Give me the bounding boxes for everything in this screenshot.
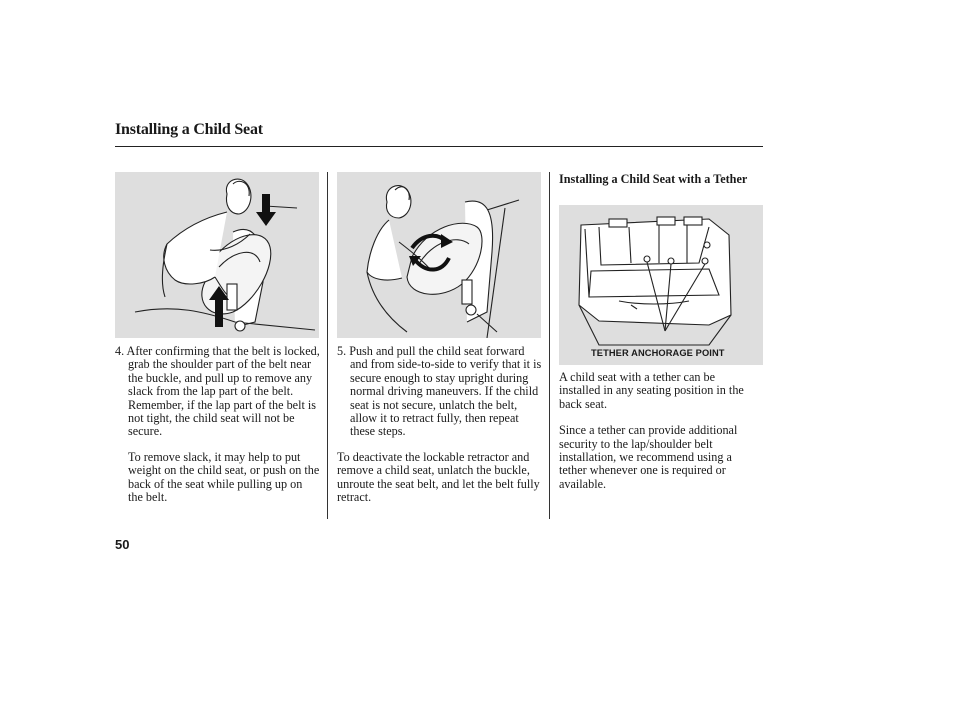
tether-para-2: Since a tether can provide additional security to the lap/shoulder belt installation, we recommend using a tether whenever one is required or available. [559, 423, 738, 491]
column-divider-1 [327, 172, 328, 519]
deactivate-note: To deactivate the lockable retractor and remove a child seat, unlatch the buckle, unroute the seat belt, and let the belt fully retract. [337, 449, 540, 505]
step-5-text: Push and pull the child seat forward and from side-to-side to verify that it is secure enough to stay upright during normal driving maneuvers. If the child seat is not secure, unlatch the belt, allow it to retract fully, then repeat these steps. [349, 344, 542, 439]
step-4-number: 4. [115, 344, 125, 358]
illustration-pull-belt [115, 172, 319, 338]
step-4-text: After confirming that the belt is locked, grab the shoulder part of the belt near the buckle, and pull up to remove any slack from the lap part of the belt. Remember, if the lap part of the belt is not tight, the child seat will not be secure. [126, 344, 320, 439]
column2-text [337, 345, 542, 504]
column-divider-2 [549, 172, 550, 519]
column3-text [559, 371, 759, 491]
column1-text [115, 345, 320, 504]
page-number: 50 [115, 537, 130, 552]
step-4 [115, 345, 320, 439]
slack-tip: To remove slack, it may help to put weight on the child seat, or push on the back of the seat while pulling up on the belt. [128, 449, 320, 505]
step-5 [337, 345, 542, 439]
illustration-tether-anchorage [559, 205, 763, 365]
tether-anchorage-label: TETHER ANCHORAGE POINT [591, 348, 725, 358]
title-rule [115, 146, 763, 147]
step-5-number: 5. [337, 344, 347, 358]
section-title: Installing a Child Seat [115, 121, 263, 138]
illustration-push-pull-seat [337, 172, 541, 338]
subheading-tether: Installing a Child Seat with a Tether [559, 172, 748, 186]
tether-para-1: A child seat with a tether can be installed in any seating position in the back seat. [559, 370, 744, 411]
